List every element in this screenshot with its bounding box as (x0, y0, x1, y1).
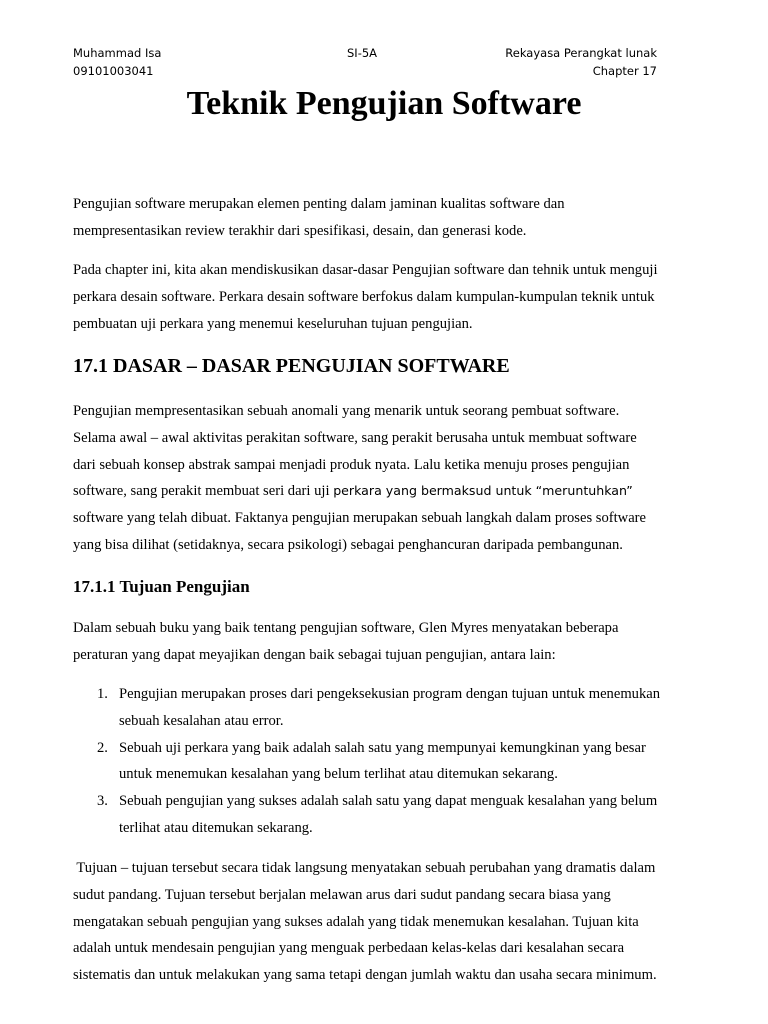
text-line: dari sebuah konsep abstrak sampai menjadi produk nyata. Lalu ketika menuju proses pengujian (73, 456, 630, 473)
section-17-1-paragraph (73, 398, 703, 559)
header-class: SI-5A (347, 46, 378, 60)
text-line: yang bisa dilihat (setidaknya, secara psikologi) sebagai penghancuran daripada pembangunan. (73, 536, 623, 553)
text-line: software yang telah dibuat. Faktanya pengujian merupakan sebuah langkah dalam proses software (73, 510, 647, 527)
subsection-paragraph-1 (73, 615, 703, 669)
text-line: mempresentasikan review terakhir dari spesifikasi, desain, dan generasi kode. (73, 222, 527, 239)
header-student-id: 09101003041 (73, 64, 154, 78)
text-line: sudut pandang. Tujuan tersebut berjalan melawan arus dari sudut pandang secara biasa yang (73, 886, 611, 903)
page-title: Teknik Pengujian Software (186, 85, 582, 122)
text-line: mengatakan sebuah pengujian yang sukses adalah yang tidak menemukan kesalahan. Tujuan kita (73, 913, 639, 930)
text-segment: software, sang perakit membuat seri dari uji (73, 483, 334, 500)
text-line: Sebuah uji perkara yang baik adalah salah satu yang mempunyai kemungkinan yang besar (119, 739, 646, 756)
text-line: peraturan yang dapat meyajikan dengan baik sebagai tujuan pengujian, antara lain: (73, 646, 556, 663)
text-line: terlihat atau ditemukan sekarang. (119, 819, 313, 836)
text-line: pembuatan uji perkara yang menemui keseluruhan tujuan pengujian. (73, 315, 473, 332)
list-item (73, 681, 713, 735)
text-line: Sebuah pengujian yang sukses adalah salah satu yang dapat menguak kesalahan yang belum (119, 793, 658, 810)
text-line: sebuah kesalahan atau error. (119, 712, 284, 729)
text-line: Pada chapter ini, kita akan mendiskusikan dasar-dasar Pengujian software dan tehnik untuk menguji (73, 262, 658, 278)
text-segment-sans: perkara yang bermaksud untuk “meruntuhkan” (333, 483, 633, 499)
subsection-heading-17-1-1: 17.1.1 Tujuan Pengujian (73, 577, 250, 596)
text-line: Pengujian mempresentasikan sebuah anomali yang menarik untuk seorang pembuat software. (73, 403, 620, 419)
intro-paragraph-2 (73, 257, 703, 337)
list-number: 3. (97, 793, 108, 810)
text-line: perkara desain software. Perkara desain software berfokus dalam kumpulan-kumpulan teknik untuk (73, 288, 655, 305)
text-line: Pengujian merupakan proses dari pengeksekusian program dengan tujuan untuk menemukan (119, 686, 661, 702)
subsection-paragraph-2 (73, 855, 703, 989)
list-item (73, 735, 713, 789)
text-line: untuk menemukan kesalahan yang belum terlihat atau ditemukan sekarang. (119, 766, 558, 783)
text-line: Pengujian software merupakan elemen penting dalam jaminan kualitas software dan (73, 196, 565, 212)
list-number: 1. (97, 686, 108, 702)
header-course: Rekayasa Perangkat lunak (505, 46, 657, 60)
section-heading-17-1: 17.1 DASAR – DASAR PENGUJIAN SOFTWARE (73, 355, 510, 377)
numbered-list (73, 681, 713, 842)
text-line: Dalam sebuah buku yang baik tentang pengujian software, Glen Myres menyatakan beberapa (73, 620, 619, 636)
header-chapter: Chapter 17 (592, 64, 657, 78)
list-number: 2. (97, 739, 108, 756)
text-line: adalah untuk mendesain pengujian yang menguak perbedaan kelas-kelas dari kesalahan secara (73, 940, 625, 957)
header-author: Muhammad Isa (73, 46, 162, 60)
text-line: Selama awal – awal aktivitas perakitan software, sang perakit berusaha untuk membuat software (73, 429, 637, 446)
text-line (73, 478, 703, 505)
list-item (73, 788, 713, 842)
text-line: sistematis dan untuk melakukan yang sama tetapi dengan jumlah waktu dan usaha secara minimum. (73, 967, 657, 984)
intro-paragraph-1 (73, 191, 703, 245)
text-line: Tujuan – tujuan tersebut secara tidak langsung menyatakan sebuah perubahan yang dramatis dalam (73, 860, 656, 876)
